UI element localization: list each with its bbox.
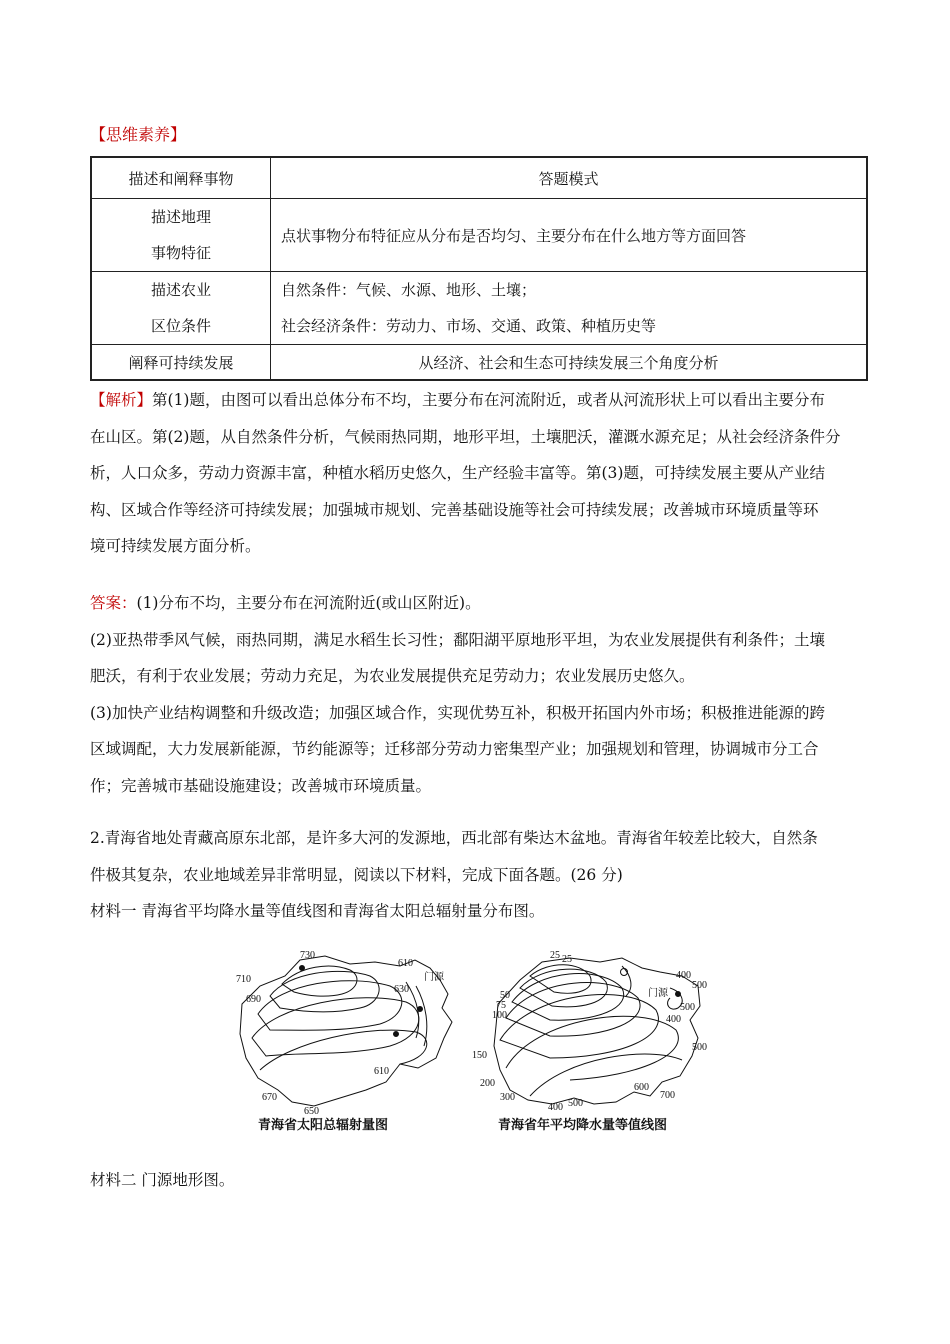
contour-label: 300 bbox=[500, 1092, 515, 1103]
answer-line: 区域调配，大力发展新能源，节约能源等；迁移部分劳动力密集型产业；加强规划和管理，协调城市分工合 bbox=[90, 740, 819, 758]
question-line: 件极其复杂，农业地域差异非常明显，阅读以下材料，完成下面各题。(26 分) bbox=[90, 865, 623, 884]
place-label: 门源 bbox=[424, 972, 444, 983]
answer-line: (2)亚热带季风气候，雨热同期，满足水稻生长习性；鄱阳湖平原地形平坦，为农业发展提供有利条件；土壤 bbox=[90, 630, 825, 649]
answer-pattern-table bbox=[90, 156, 868, 381]
table-row bbox=[91, 345, 867, 381]
contour-label: 730 bbox=[300, 950, 315, 961]
contour-label: 100 bbox=[492, 1010, 507, 1021]
question-line: 2.青海省地处青藏高原东北部，是许多大河的发源地，西北部有柴达木盆地。青海省年较差比较大，自然条 bbox=[90, 829, 818, 847]
table-cell-mode bbox=[271, 272, 868, 345]
answer-line: (3)加快产业结构调整和升级改造；加强区域合作，实现优势互补，积极开拓国内外市场；积极推进能源的跨 bbox=[90, 703, 825, 722]
contour-label: 670 bbox=[262, 1092, 277, 1103]
contour-label: 500 bbox=[692, 980, 707, 991]
contour-label: 700 bbox=[660, 1090, 675, 1101]
place-label: 门源 bbox=[648, 988, 668, 999]
contour-label: 630 bbox=[394, 984, 409, 995]
material-1-label: 材料一 青海省平均降水量等值线图和青海省太阳总辐射量分布图。 bbox=[90, 902, 545, 920]
solar-radiation-map bbox=[240, 956, 452, 1106]
table-cell-item bbox=[91, 272, 271, 345]
contour-label: 690 bbox=[246, 994, 261, 1005]
table-row bbox=[91, 272, 867, 345]
analysis-line: 境可持续发展方面分析。 bbox=[90, 537, 261, 555]
answer-line: 作；完善城市基础设施建设；改善城市环境质量。 bbox=[90, 776, 432, 795]
contour-label: 600 bbox=[634, 1082, 649, 1093]
cell-line: 自然条件：气候、水源、地形、土壤； bbox=[281, 281, 537, 299]
analysis-label: 【解析】 bbox=[90, 391, 153, 409]
contour-label: 50 bbox=[500, 990, 510, 1001]
maps-figure bbox=[230, 946, 720, 1146]
contour-label: 25 bbox=[550, 950, 560, 961]
cell-line: 事物特征 bbox=[150, 244, 211, 262]
cell-line: 社会经济条件：劳动力、市场、交通、政策、种植历史等 bbox=[281, 317, 657, 335]
analysis-line: 析，人口众多，劳动力资源丰富，种植水稻历史悠久，生产经验丰富等。第(3)题，可持续发展主要从产业结 bbox=[90, 464, 825, 482]
analysis-line: 第(1)题，由图可以看出总体分布不均，主要分布在河流附近，或者从河流形状上可以看出主要分布 bbox=[152, 391, 825, 409]
map-caption-right: 青海省年平均降水量等值线图 bbox=[498, 1118, 668, 1133]
contour-label: 610 bbox=[374, 1066, 389, 1077]
map-caption-left: 青海省太阳总辐射量图 bbox=[258, 1118, 389, 1133]
material-2-label: 材料二 门源地形图。 bbox=[90, 1171, 235, 1189]
section-title: 【思维素养】 bbox=[90, 125, 187, 144]
precipitation-map bbox=[494, 958, 700, 1104]
table-row bbox=[91, 199, 867, 272]
contour-label: 400 bbox=[548, 1102, 563, 1113]
contour-label: 75 bbox=[496, 1000, 506, 1011]
contour-label: 710 bbox=[236, 974, 251, 985]
contour-label: 400 bbox=[666, 1014, 681, 1025]
cell-line: 区位条件 bbox=[150, 317, 211, 335]
answer-label: 答案： bbox=[90, 594, 137, 612]
contour-label: 610 bbox=[398, 958, 413, 969]
contour-label: 500 bbox=[680, 1002, 695, 1013]
contour-label: 400 bbox=[676, 970, 691, 981]
analysis-line: 在山区。第(2)题，从自然条件分析，气候雨热同期，地形平坦，土壤肥沃，灌溉水源充足；从社会经济条件分 bbox=[90, 427, 841, 446]
table-header-cell: 答题模式 bbox=[271, 157, 868, 199]
answer-line: (1)分布不均，主要分布在河流附近(或山区附近)。 bbox=[136, 594, 481, 612]
answer-line: 肥沃，有利于农业发展；劳动力充足，为农业发展提供充足劳动力；农业发展历史悠久。 bbox=[90, 667, 695, 685]
cell-line: 描述农业 bbox=[150, 281, 211, 299]
question-2 bbox=[90, 820, 868, 930]
table-cell-mode bbox=[271, 199, 868, 272]
table-header-row bbox=[91, 157, 867, 199]
cell-line: 描述地理 bbox=[150, 208, 211, 226]
answer-paragraph bbox=[90, 585, 868, 804]
contour-label: 150 bbox=[472, 1050, 487, 1061]
contour-label: 500 bbox=[568, 1098, 583, 1109]
contour-label: 25 bbox=[562, 954, 572, 965]
analysis-line: 构、区域合作等经济可持续发展；加强城市规划、完善基础设施等社会可持续发展；改善城市环境质量等环 bbox=[90, 500, 819, 519]
contour-label: 500 bbox=[692, 1042, 707, 1053]
table-cell-item: 阐释可持续发展 bbox=[91, 345, 271, 381]
analysis-paragraph bbox=[90, 382, 868, 565]
table-cell-item bbox=[91, 199, 271, 272]
table-header-cell: 描述和阐释事物 bbox=[91, 157, 271, 199]
contour-label: 650 bbox=[304, 1106, 319, 1117]
contour-label: 200 bbox=[480, 1078, 495, 1089]
table-cell-mode: 从经济、社会和生态可持续发展三个角度分析 bbox=[271, 345, 868, 381]
cell-line: 点状事物分布特征应从分布是否均匀、主要分布在什么地方等方面回答 bbox=[281, 226, 747, 245]
